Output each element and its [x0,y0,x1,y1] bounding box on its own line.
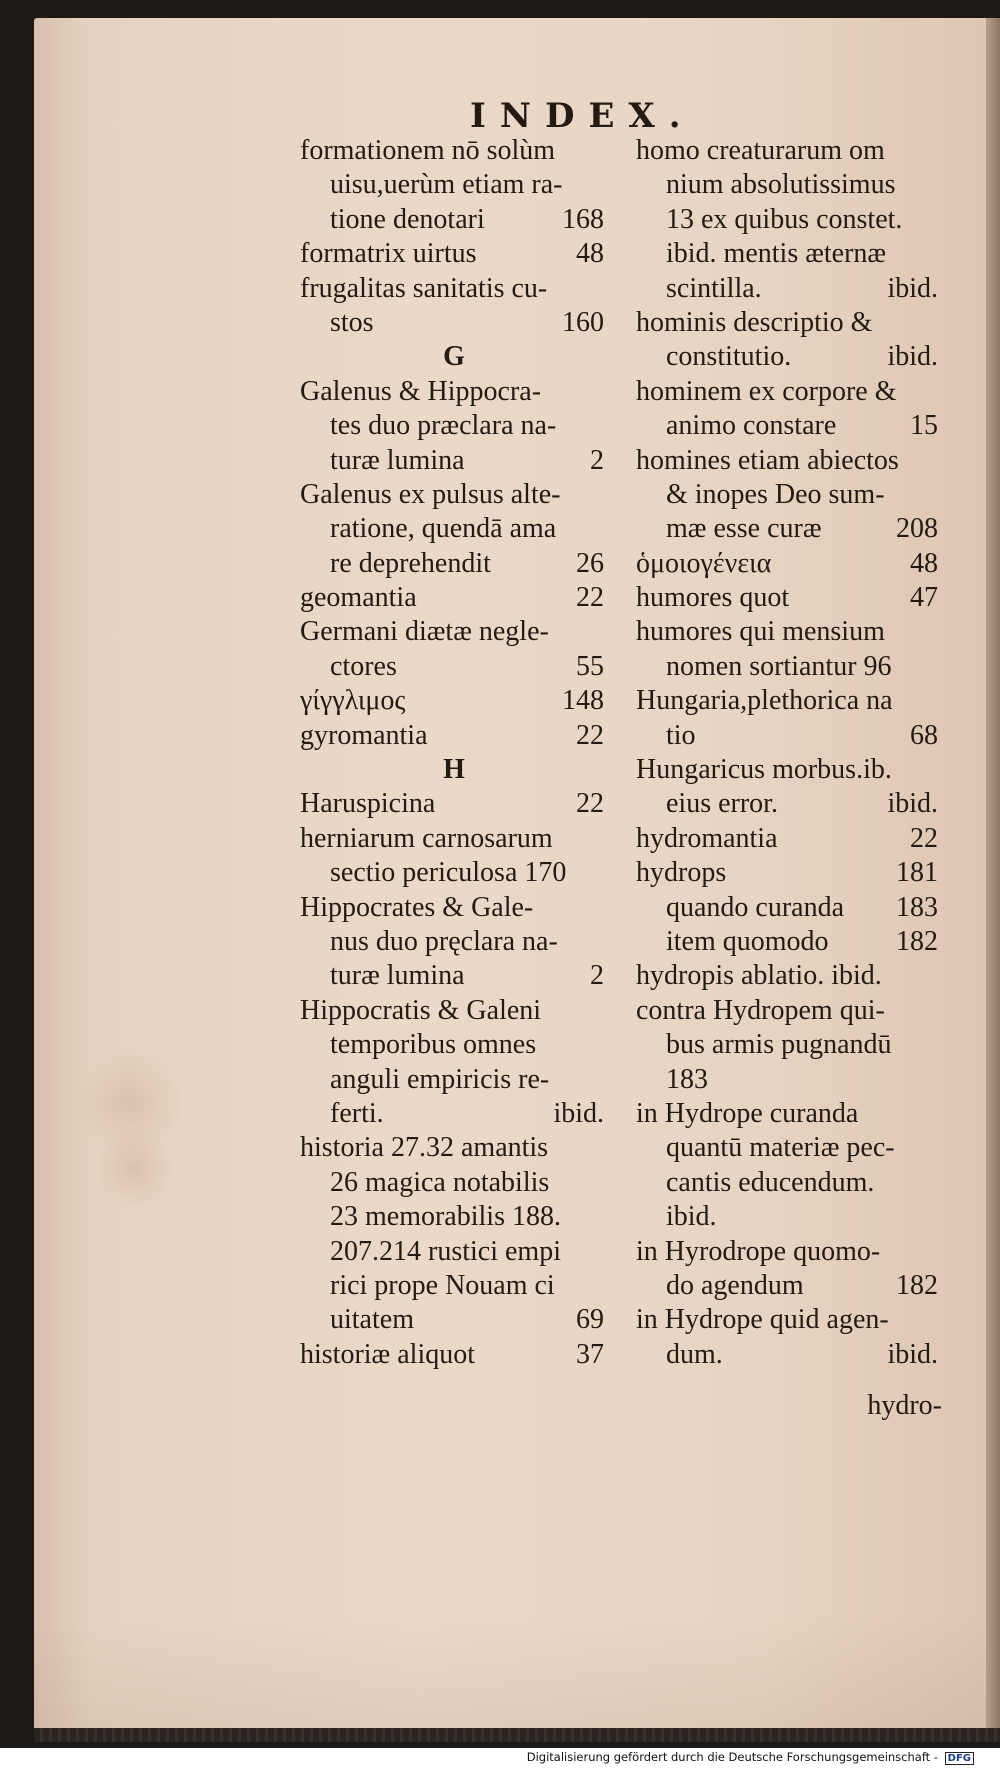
catchword: hydro- [867,1390,942,1421]
entry-text: gyromantia [300,719,428,751]
page-stain [94,1128,174,1208]
entry-text: in Hyrodrope quomo- [636,1235,881,1267]
entry-text: Galenus & Hippocra- [300,375,542,407]
index-entry-line [636,1235,942,1269]
index-entry-line [636,959,942,993]
index-entry-line [636,753,942,787]
entry-text: hominis descriptio & [636,306,873,338]
entry-text: cantis educendum. [666,1166,875,1198]
entry-text: in Hydrope quid agen- [636,1304,889,1336]
entry-text: item quomodo [666,925,829,957]
entry-text: ὁμοιογένεια [636,547,772,579]
page-reference: 182 [896,1269,938,1301]
index-entry-line [636,340,942,374]
digitization-credit [527,1750,974,1765]
page-reference: 47 [910,582,938,614]
index-entry-line [636,684,942,718]
index-entry-line [300,1303,608,1337]
index-entry-line [300,891,608,925]
entry-text: homo creaturarum om [636,135,885,166]
page-reference: ibid. [887,788,938,820]
entry-text: hominem ex corpore & [636,375,897,407]
entry-text: Hungaricus morbus.ib. [636,754,892,786]
entry-text: scintilla. [666,272,762,304]
index-entry-line [636,168,942,202]
index-entry-line [636,787,942,821]
entry-text: herniarum carnosarum [300,822,553,854]
index-entry-line [300,925,608,959]
entry-text: historiæ aliquot [300,1338,475,1370]
index-entry-line [300,1063,608,1097]
page-reference: 22 [576,719,604,751]
entry-text: 23 memorabilis 188. [330,1201,561,1233]
page-reference: 182 [896,925,938,957]
index-entry-line [300,306,608,340]
entry-text: & inopes Deo sum- [666,478,885,510]
index-entry-line [636,1131,942,1165]
page-reference: 2 [590,960,604,992]
entry-text: γίγγλιμος [300,685,406,717]
page-reference: ibid. [887,341,938,373]
entry-text: H [443,754,465,786]
index-entry-line [300,1166,608,1200]
entry-text: animo constare [666,410,837,442]
entry-text: Germani diætæ negle- [300,616,549,648]
index-entry-line [300,1338,608,1372]
index-entry-line [636,478,942,512]
entry-text: Haruspicina [300,788,436,820]
entry-text: homines etiam abiectos [636,444,899,476]
index-entry-line [636,134,942,168]
index-entry-line [300,581,608,615]
left-index-column [300,134,608,1372]
page-reference: 160 [562,306,604,338]
index-entry-line [300,478,608,512]
entry-text: Galenus ex pulsus alte- [300,478,561,510]
index-entry-line [636,1303,942,1337]
index-entry-line [300,856,608,890]
index-entry-line [300,719,608,753]
entry-text: do agendum [666,1269,804,1301]
page-reference: ibid. [887,1338,938,1370]
index-entry-line [300,512,608,546]
index-entry-line [636,547,942,581]
page-reference: 2 [590,444,604,476]
entry-text: nus duo pręclara na- [330,925,558,957]
entry-text: uitatem [330,1304,414,1336]
page-reference: ibid. [887,272,938,304]
index-entry-line [636,822,942,856]
index-entry-line [636,1028,942,1062]
index-entry-line [636,650,942,684]
entry-text: nium absolutissimus [666,169,896,201]
entry-text: turæ lumina [330,444,465,476]
entry-text: G [443,341,465,373]
entry-text: 13 ex quibus constet. [666,203,903,235]
entry-text: anguli empiricis re- [330,1063,550,1095]
entry-text: humores qui mensium [636,616,885,648]
index-entry-line [300,1235,608,1269]
right-index-column [636,134,942,1372]
entry-text: hydropis ablatio. ibid. [636,960,882,992]
page-reference: 48 [910,547,938,579]
entry-text: temporibus omnes [330,1029,537,1061]
credit-text: Digitalisierung gefördert durch die Deutsche Forschungsgemeinschaft - [526,1750,938,1764]
index-entry-line [300,375,608,409]
entry-text: rici prope Nouam ci [330,1269,555,1301]
running-head: INDEX. [470,96,695,136]
index-entry-line [636,409,942,443]
entry-text: re deprehendit [330,547,491,579]
entry-text: quantū materiæ pec- [666,1132,895,1164]
page-reference: 168 [562,203,604,235]
entry-text: uisu,uerùm etiam ra- [330,169,563,201]
index-entry-line [636,306,942,340]
entry-text: mæ esse curæ [666,513,822,545]
index-entry-line [300,1028,608,1062]
index-entry-line [636,203,942,237]
index-entry-line [300,168,608,202]
page-reference: ibid. [553,1097,604,1129]
entry-text: formationem nō solùm [300,135,556,166]
entry-text: 26 magica notabilis [330,1166,550,1198]
entry-text: formatrix uirtus [300,238,477,270]
entry-text: ferti. [330,1097,384,1129]
entry-text: ratione, quendā ama [330,513,557,545]
entry-text: quando curanda [666,891,845,923]
page-reference: 68 [910,719,938,751]
index-entry-line [300,444,608,478]
entry-text: dum. [666,1338,723,1370]
dfg-logo: DFG [945,1752,974,1765]
page-reference: 15 [910,410,938,442]
page-reference: 48 [576,238,604,270]
entry-text: tio [666,719,696,751]
index-section-letter [300,340,608,374]
page-bottom-edge [34,1728,1000,1742]
entry-text: 207.214 rustici empi [330,1235,561,1267]
index-entry-line [636,237,942,271]
index-entry-line [300,787,608,821]
index-entry-line [636,1063,942,1097]
entry-text: geomantia [300,582,417,614]
index-entry-line [636,994,942,1028]
entry-text: contra Hydropem qui- [636,994,885,1026]
index-entry-line [636,1200,942,1234]
page-reference: 37 [576,1338,604,1370]
index-entry-line [636,856,942,890]
entry-text: ibid. [666,1201,717,1233]
page-reference: 69 [576,1304,604,1336]
index-entry-line [636,272,942,306]
index-entry-line [300,134,608,168]
index-entry-line [636,719,942,753]
index-entry-line [300,1269,608,1303]
page-reference: 183 [896,891,938,923]
index-entry-line [300,994,608,1028]
index-entry-line [300,650,608,684]
index-entry-line [636,444,942,478]
index-entry-line [636,1166,942,1200]
page-reference: 22 [910,822,938,854]
entry-text: hydrops [636,857,727,889]
index-entry-line [300,409,608,443]
index-entry-line [300,237,608,271]
index-entry-line [636,615,942,649]
entry-text: constitutio. [666,341,792,373]
entry-text: turæ lumina [330,960,465,992]
entry-text: nomen sortiantur 96 [666,650,892,682]
page-reference: 148 [562,685,604,717]
index-entry-line [636,1097,942,1131]
index-entry-line [636,512,942,546]
entry-text: historia 27.32 amantis [300,1132,549,1164]
index-entry-line [636,581,942,615]
page-reference: 22 [576,582,604,614]
index-entry-line [300,1200,608,1234]
index-entry-line [300,272,608,306]
index-entry-line [300,822,608,856]
page-reference: 22 [576,788,604,820]
entry-text: tes duo præclara na- [330,410,557,442]
index-section-letter [300,753,608,787]
entry-text: Hungaria,plethorica na [636,685,893,717]
entry-text: bus armis pugnandū [666,1029,892,1061]
entry-text: sectio periculosa 170 [330,857,567,889]
entry-text: in Hydrope curanda [636,1097,859,1129]
page-reference: 181 [896,857,938,889]
index-entry-line [636,375,942,409]
entry-text: tione denotari [330,203,485,235]
entry-text: frugalitas sanitatis cu- [300,272,548,304]
index-entry-line [636,1338,942,1372]
entry-text: humores quot [636,582,790,614]
index-entry-line [636,1269,942,1303]
page-reference: 208 [896,513,938,545]
index-entry-line [636,925,942,959]
entry-text: ibid. mentis æternæ [666,238,887,270]
page-right-edge [986,18,1000,1736]
index-entry-line [300,203,608,237]
entry-text: ctores [330,650,397,682]
index-entry-line [636,891,942,925]
index-entry-line [300,959,608,993]
index-entry-line [300,1131,608,1165]
entry-text: Hippocratis & Galeni [300,994,542,1026]
index-entry-line [300,684,608,718]
entry-text: stos [330,306,374,338]
page-reference: 26 [576,547,604,579]
entry-text: Hippocrates & Gale- [300,891,534,923]
index-entry-line [300,547,608,581]
entry-text: hydromantia [636,822,778,854]
entry-text: eius error. [666,788,778,820]
entry-text: 183 [666,1063,708,1095]
index-entry-line [300,1097,608,1131]
page-reference: 55 [576,650,604,682]
index-entry-line [300,615,608,649]
